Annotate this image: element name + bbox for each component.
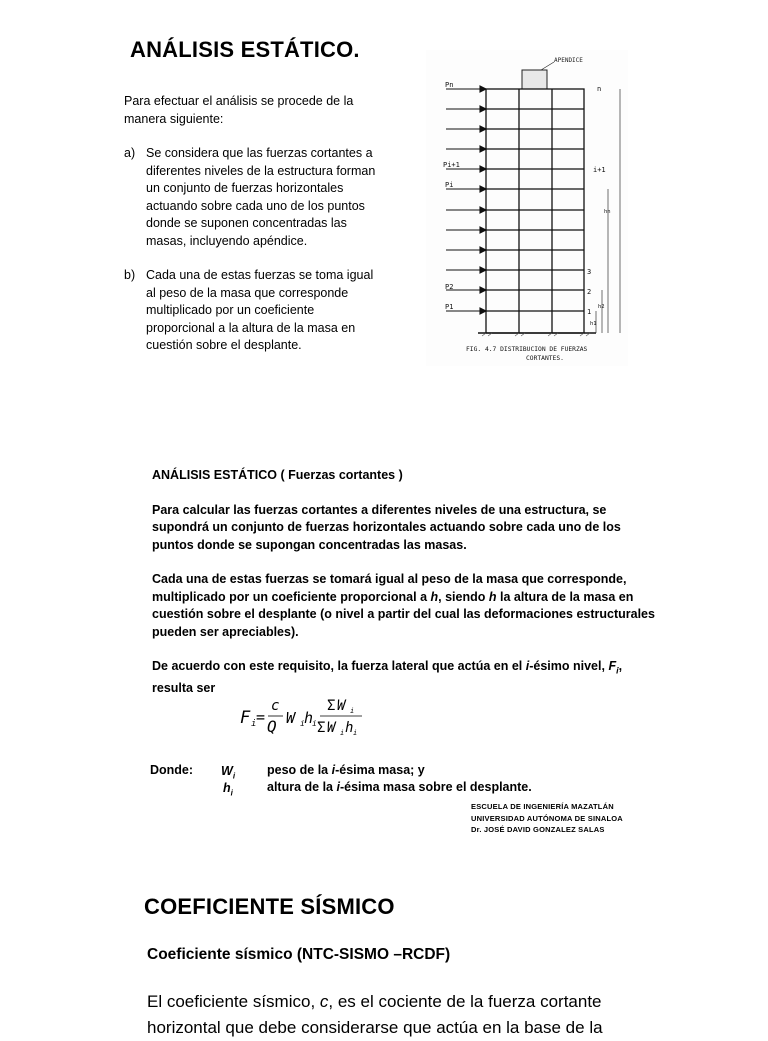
section2-paragraph-2: Cada una de estas fuerzas se tomará igual al peso de la masa que corresponde, multiplicado por un coeficiente proporcional a h, siendo h la altura de la masa en cuestión sobre el desplante (o nivel a partir del cual las deformaciones estructurales pueden ser apreciables). [152, 572, 655, 639]
section2-heading: ANÁLISIS ESTÁTICO ( Fuerzas cortantes ) [152, 468, 403, 482]
svg-text:c: c [271, 698, 280, 714]
credit-school: ESCUELA DE INGENIERÍA MAZATLÁN [471, 802, 614, 811]
def-symbol-h: $h_i$ [223, 781, 233, 798]
def-text-w: peso de la i-ésima masa; y [267, 763, 425, 777]
svg-text:W: W [337, 698, 346, 714]
section2-body [152, 467, 662, 698]
list-item-a [124, 145, 380, 250]
svg-text:h: h [304, 709, 314, 727]
list-marker: a) [124, 146, 136, 160]
level-label-i1: i+1 [593, 166, 606, 174]
svg-text:i: i [300, 719, 305, 728]
lateral-force-formula [236, 694, 386, 744]
section3-subtitle: Coeficiente sísmico (NTC-SISMO –RCDF) [147, 946, 451, 963]
section3-line-2: horizontal que debe considerarse que actúa en la base de la [147, 1018, 603, 1037]
svg-text:W: W [327, 720, 336, 736]
author-credit [471, 801, 623, 836]
section-title-analisis-estatico: ANÁLISIS ESTÁTICO. [130, 37, 360, 62]
figure-caption-line2: CORTANTES. [526, 355, 564, 362]
donde-label: Donde: [150, 763, 194, 777]
apendice-label: APENDICE [554, 57, 583, 64]
figure-drawing [426, 50, 628, 366]
svg-text:i: i [340, 729, 345, 737]
level-label-n: n [597, 85, 602, 93]
force-label-p2: P2 [445, 283, 454, 291]
svg-text:i: i [350, 707, 355, 715]
svg-text:i: i [251, 719, 257, 729]
level-label-2: 2 [587, 288, 592, 296]
svg-text:W: W [286, 709, 296, 727]
svg-text:Σ: Σ [327, 698, 336, 714]
section-title-coeficiente-sismico: COEFICIENTE SÍSMICO [144, 894, 395, 919]
list-text: Cada una de estas fuerzas se toma igual al peso de la masa que corresponde multiplicado por un coeficiente proporcional a la altura de la masa en cuestión sobre el desplante. [146, 268, 374, 352]
credit-author: Dr. JOSÉ DAVID GONZALEZ SALAS [471, 825, 605, 834]
appendix-block [522, 70, 547, 89]
force-label-pi: Pi [445, 181, 454, 189]
building-force-figure [426, 50, 628, 366]
height-label-h1: h1 [590, 321, 597, 327]
force-label-pi1: Pi+1 [443, 161, 460, 169]
svg-text:F: F [240, 708, 251, 728]
level-label-1: 1 [587, 308, 592, 316]
section3-paragraph [147, 989, 667, 1041]
force-label-pn: Pn [445, 81, 454, 89]
figure-caption-line1: FIG. 4.7 DISTRIBUCION DE FUERZAS [466, 346, 588, 353]
credit-university: UNIVERSIDAD AUTÓNOMA DE SINALOA [471, 813, 623, 823]
section3-line-1: El coeficiente sísmico, c, es el cociente de la fuerza cortante [147, 992, 602, 1011]
svg-text:i: i [353, 729, 358, 737]
height-label-h2: h2 [598, 304, 605, 310]
list-marker: b) [124, 268, 136, 282]
svg-text:Σ: Σ [317, 720, 326, 736]
svg-text:Q: Q [267, 717, 277, 736]
section2-paragraph-1: Para calcular las fuerzas cortantes a diferentes niveles de una estructura, se supondrá un conjunto de fuerzas horizontales actuando sobre cada uno de los puntos donde se supongan concentradas las masas. [152, 502, 621, 552]
section1-body [124, 93, 380, 355]
level-label-3: 3 [587, 268, 592, 276]
svg-text:h: h [345, 720, 354, 736]
list-text: Se considera que las fuerzas cortantes a diferentes niveles de la estructura forman un conjunto de fuerzas horizontales actuando sobre cada uno de los puntos donde se suponen concentradas las masas, incluyendo apéndice. [146, 146, 376, 248]
intro-paragraph: Para efectuar el análisis se procede de la manera siguiente: [124, 94, 354, 126]
height-label-hn: hn [604, 209, 611, 215]
force-label-p1: P1 [445, 303, 454, 311]
svg-text:i: i [312, 719, 317, 728]
list-item-b [124, 267, 380, 355]
def-symbol-w: $W_i$ [221, 764, 236, 781]
def-text-h: altura de la i-ésima masa sobre el desplante. [267, 780, 532, 794]
svg-text:=: = [256, 708, 266, 726]
section2-paragraph-3: De acuerdo con este requisito, la fuerza lateral que actúa en el i-ésimo nivel, $F_i$, resulta ser [152, 659, 623, 695]
